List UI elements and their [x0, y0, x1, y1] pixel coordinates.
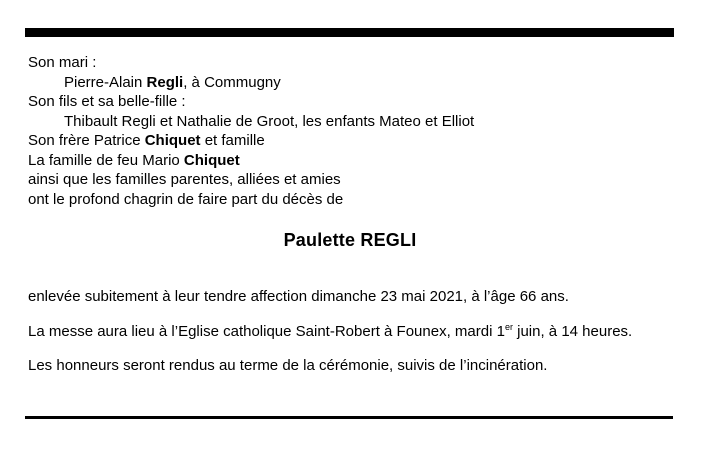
- bottom-rule: [25, 416, 673, 419]
- text-segment: er: [504, 321, 513, 332]
- text-segment: La messe aura lieu à l’Eglise catholique Saint-Robert à Founex, mardi 1: [28, 322, 505, 340]
- notice-paragraph: [28, 356, 676, 376]
- text-segment: ainsi que les familles parentes, alliées et amies: [28, 171, 341, 188]
- deceased-name: Paulette REGLI: [283, 230, 417, 250]
- text-segment: et famille: [200, 132, 265, 149]
- family-block: [28, 53, 678, 209]
- notice-paragraphs: [28, 287, 676, 391]
- text-segment: Les honneurs seront rendus au terme de la cérémonie, suivis de l’incinération.: [28, 357, 548, 374]
- family-line: [28, 92, 678, 112]
- text-segment: Son frère Patrice: [28, 132, 145, 149]
- notice-paragraph: [28, 322, 676, 342]
- text-segment: Son fils et sa belle-fille :: [28, 93, 186, 110]
- text-segment: Son mari :: [28, 54, 97, 71]
- family-line: [28, 151, 678, 171]
- family-line: [28, 170, 678, 190]
- family-line: [28, 53, 678, 73]
- text-segment: enlevée subitement à leur tendre affection dimanche 23 mai 2021, à l’âge 66 ans.: [28, 288, 569, 305]
- notice-paragraph: [28, 287, 676, 307]
- text-segment: Chiquet: [183, 151, 240, 169]
- text-segment: ont le profond chagrin de faire part du décès de: [28, 190, 344, 208]
- text-segment: juin, à 14 heures.: [512, 322, 633, 340]
- text-segment: , à Commugny: [183, 73, 281, 91]
- text-segment: La famille de feu Mario: [28, 151, 184, 169]
- text-segment: Regli: [146, 73, 184, 91]
- text-segment: Pierre-Alain: [64, 73, 147, 91]
- family-line: [28, 131, 678, 151]
- top-rule: [25, 28, 674, 37]
- family-line: [28, 190, 678, 210]
- family-line: [28, 73, 678, 93]
- text-segment: Chiquet: [144, 132, 201, 149]
- family-line: [28, 112, 678, 132]
- text-segment: Thibault Regli et Nathalie de Groot, les enfants Mateo et Elliot: [64, 112, 475, 130]
